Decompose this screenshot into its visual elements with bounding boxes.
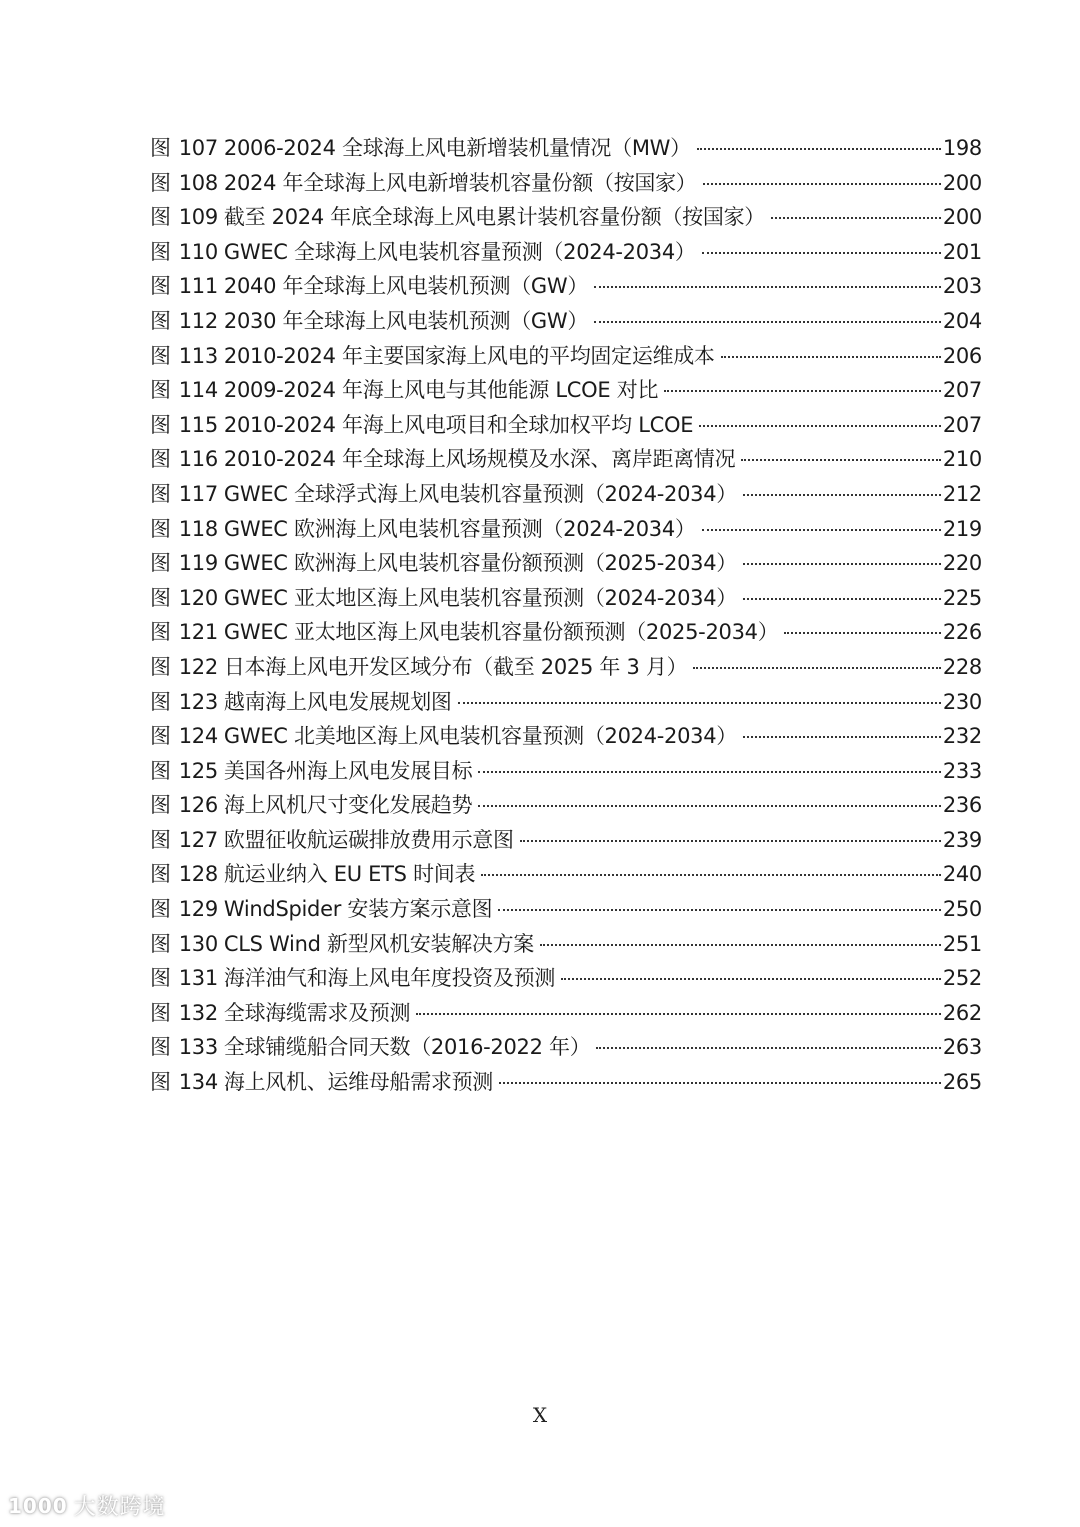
toc-entry-page: 239 xyxy=(942,827,982,852)
toc-entry[interactable] xyxy=(150,754,982,789)
toc-entry-number: 117 xyxy=(178,481,218,506)
toc-dot-leader xyxy=(520,840,941,842)
toc-dot-leader xyxy=(416,1013,941,1015)
watermark-logo-icon: 1000 xyxy=(8,1493,68,1518)
toc-entry-page: 232 xyxy=(942,724,982,749)
toc-dot-leader xyxy=(697,148,941,150)
toc-entry-page: 250 xyxy=(942,897,982,922)
toc-dot-leader xyxy=(743,494,941,496)
page-number: X xyxy=(532,1403,548,1427)
toc-entry-page: 206 xyxy=(942,343,982,368)
toc-entry-page: 225 xyxy=(942,585,982,610)
toc-entry-number: 110 xyxy=(178,239,218,264)
toc-entry-prefix: 图 xyxy=(150,274,171,299)
toc-entry-number: 133 xyxy=(178,1035,218,1060)
toc-entry-number: 134 xyxy=(178,1070,218,1095)
toc-entry[interactable] xyxy=(150,996,982,1031)
toc-entry-number: 115 xyxy=(178,412,218,437)
toc-entry-prefix: 图 xyxy=(150,1035,171,1060)
toc-entry-page: 236 xyxy=(942,793,982,818)
toc-entry[interactable] xyxy=(150,235,982,270)
toc-entry-title: 越南海上风电发展规划图 xyxy=(223,689,452,714)
toc-dot-leader xyxy=(594,321,941,323)
toc-entry[interactable] xyxy=(150,304,982,339)
toc-entry-prefix: 图 xyxy=(150,239,171,264)
toc-entry-prefix: 图 xyxy=(150,689,171,714)
toc-entry[interactable] xyxy=(150,512,982,547)
toc-entry-number: 122 xyxy=(178,654,218,679)
toc-entry-page: 203 xyxy=(942,274,982,299)
toc-entry-prefix: 图 xyxy=(150,378,171,403)
toc-entry-number: 113 xyxy=(178,343,218,368)
toc-entry-title: CLS Wind 新型风机安装解决方案 xyxy=(223,931,535,956)
toc-entry-prefix: 图 xyxy=(150,447,171,472)
toc-entry-number: 128 xyxy=(178,862,218,887)
toc-dot-leader xyxy=(721,356,941,358)
toc-entry-prefix: 图 xyxy=(150,897,171,922)
toc-entry-title: 2024 年全球海上风电新增装机容量份额（按国家） xyxy=(223,170,697,195)
toc-entry-prefix: 图 xyxy=(150,862,171,887)
toc-entry-number: 124 xyxy=(178,724,218,749)
toc-dot-leader xyxy=(771,217,941,219)
toc-entry-page: 204 xyxy=(942,308,982,333)
toc-entry[interactable] xyxy=(150,131,982,166)
toc-entry-page: 207 xyxy=(942,378,982,403)
toc-entry-title: GWEC 亚太地区海上风电装机容量份额预测（2025-2034） xyxy=(223,620,779,645)
toc-entry[interactable] xyxy=(150,1030,982,1065)
toc-dot-leader xyxy=(498,909,940,911)
toc-entry[interactable] xyxy=(150,442,982,477)
toc-entry-prefix: 图 xyxy=(150,793,171,818)
toc-entry-prefix: 图 xyxy=(150,308,171,333)
toc-entry-prefix: 图 xyxy=(150,481,171,506)
toc-dot-leader xyxy=(702,252,941,254)
toc-entry-prefix: 图 xyxy=(150,758,171,783)
toc-entry-number: 108 xyxy=(178,170,218,195)
toc-entry-title: WindSpider 安装方案示意图 xyxy=(223,897,493,922)
toc-entry-page: 207 xyxy=(942,412,982,437)
toc-entry-prefix: 图 xyxy=(150,170,171,195)
toc-entry-title: GWEC 欧洲海上风电装机容量份额预测（2025-2034） xyxy=(223,551,737,576)
toc-dot-leader xyxy=(703,183,941,185)
toc-entry-title: 2009-2024 年海上风电与其他能源 LCOE 对比 xyxy=(223,378,659,403)
toc-dot-leader xyxy=(743,563,941,565)
toc-dot-leader xyxy=(743,598,941,600)
toc-entry[interactable] xyxy=(150,373,982,408)
toc-entry-number: 109 xyxy=(178,205,218,230)
toc-entry-page: 200 xyxy=(942,170,982,195)
toc-entry-number: 127 xyxy=(178,827,218,852)
toc-entry-number: 123 xyxy=(178,689,218,714)
watermark xyxy=(8,1490,166,1521)
toc-entry-number: 121 xyxy=(178,620,218,645)
toc-entry-number: 120 xyxy=(178,585,218,610)
toc-entry[interactable] xyxy=(150,685,982,720)
toc-entry-prefix: 图 xyxy=(150,412,171,437)
toc-entry-title: 日本海上风电开发区域分布（截至 2025 年 3 月） xyxy=(223,654,688,679)
toc-entry-page: 265 xyxy=(942,1070,982,1095)
toc-entry-title: 欧盟征收航运碳排放费用示意图 xyxy=(223,827,514,852)
toc-dot-leader xyxy=(594,286,941,288)
toc-entry-title: GWEC 欧洲海上风电装机容量预测（2024-2034） xyxy=(223,516,696,541)
toc-dot-leader xyxy=(596,1047,940,1049)
toc-entry-prefix: 图 xyxy=(150,827,171,852)
toc-dot-leader xyxy=(540,944,941,946)
toc-entry[interactable] xyxy=(150,788,982,823)
toc-entry[interactable] xyxy=(150,166,982,201)
toc-entry-number: 131 xyxy=(178,966,218,991)
toc-dot-leader xyxy=(478,805,941,807)
toc-entry-prefix: 图 xyxy=(150,1070,171,1095)
toc-entry-prefix: 图 xyxy=(150,1000,171,1025)
toc-entry-number: 118 xyxy=(178,516,218,541)
toc-entry-page: 252 xyxy=(942,966,982,991)
toc-entry-page: 263 xyxy=(942,1035,982,1060)
toc-dot-leader xyxy=(478,771,941,773)
toc-entry[interactable] xyxy=(150,615,982,650)
toc-entry[interactable] xyxy=(150,857,982,892)
toc-entry-title: 航运业纳入 EU ETS 时间表 xyxy=(223,862,476,887)
toc-entry-prefix: 图 xyxy=(150,136,171,160)
toc-entry-prefix: 图 xyxy=(150,516,171,541)
toc-entry-title: 2006-2024 全球海上风电新增装机量情况（MW） xyxy=(223,136,691,160)
toc-entry-title: GWEC 亚太地区海上风电装机容量预测（2024-2034） xyxy=(223,585,737,610)
toc-entry-title: GWEC 全球浮式海上风电装机容量预测（2024-2034） xyxy=(223,481,737,506)
toc-entry-prefix: 图 xyxy=(150,966,171,991)
toc-dot-leader xyxy=(741,459,940,461)
toc-entry-title: GWEC 全球海上风电装机容量预测（2024-2034） xyxy=(223,239,696,264)
toc-entry-title: 2030 年全球海上风电装机预测（GW） xyxy=(223,308,589,333)
toc-entry[interactable] xyxy=(150,546,982,581)
toc-entry-title: 2010-2024 年海上风电项目和全球加权平均 LCOE xyxy=(223,412,694,437)
toc-entry[interactable] xyxy=(150,408,982,443)
toc-entry-page: 220 xyxy=(942,551,982,576)
watermark-text: 大数跨境 xyxy=(73,1495,166,1520)
toc-entry-number: 114 xyxy=(178,378,218,403)
toc-entry-page: 210 xyxy=(942,447,982,472)
toc-entry[interactable] xyxy=(150,719,982,754)
toc-entry-page: 262 xyxy=(942,1000,982,1025)
toc-entry-title: GWEC 北美地区海上风电装机容量预测（2024-2034） xyxy=(223,724,737,749)
toc-entry[interactable] xyxy=(150,650,982,685)
toc-entry[interactable] xyxy=(150,961,982,996)
toc-entry[interactable] xyxy=(150,892,982,927)
toc-entry-title: 2010-2024 年主要国家海上风电的平均固定运维成本 xyxy=(223,343,715,368)
toc-entry-number: 116 xyxy=(178,447,218,472)
toc-entry[interactable] xyxy=(150,1065,982,1100)
toc-entry-number: 119 xyxy=(178,551,218,576)
toc-entry-title: 2040 年全球海上风电装机预测（GW） xyxy=(223,274,589,299)
toc-entry-number: 125 xyxy=(178,758,218,783)
toc-entry-title: 海上风机、运维母船需求预测 xyxy=(223,1070,493,1095)
toc-entry-number: 126 xyxy=(178,793,218,818)
toc-entry-prefix: 图 xyxy=(150,551,171,576)
toc-entry-title: 全球海缆需求及预测 xyxy=(223,1000,411,1025)
toc-entry-title: 海洋油气和海上风电年度投资及预测 xyxy=(223,966,556,991)
toc-entry-page: 240 xyxy=(942,862,982,887)
toc-entry-page: 200 xyxy=(942,205,982,230)
toc-entry-title: 美国各州海上风电发展目标 xyxy=(223,758,473,783)
toc-entry-page: 226 xyxy=(942,620,982,645)
toc-entry[interactable] xyxy=(150,927,982,962)
toc-entry-number: 107 xyxy=(178,136,218,160)
toc-entry[interactable] xyxy=(150,477,982,512)
toc-dot-leader xyxy=(693,667,941,669)
toc-entry-number: 111 xyxy=(178,274,218,299)
toc-entry-page: 198 xyxy=(942,136,982,160)
toc-entry-number: 129 xyxy=(178,897,218,922)
toc-entry-title: 全球铺缆船合同天数（2016-2022 年） xyxy=(223,1035,591,1060)
toc-dot-leader xyxy=(784,632,940,634)
toc-entry-title: 2010-2024 年全球海上风场规模及水深、离岸距离情况 xyxy=(223,447,736,472)
toc-dot-leader xyxy=(702,529,941,531)
toc-entry[interactable] xyxy=(150,269,982,304)
toc-entry[interactable] xyxy=(150,200,982,235)
toc-dot-leader xyxy=(664,390,941,392)
toc-dot-leader xyxy=(499,1082,941,1084)
toc-entry-page: 228 xyxy=(942,654,982,679)
toc-entry-page: 251 xyxy=(942,931,982,956)
toc-dot-leader xyxy=(743,736,941,738)
toc-entry-prefix: 图 xyxy=(150,205,171,230)
toc-entry-prefix: 图 xyxy=(150,931,171,956)
toc-entry-page: 219 xyxy=(942,516,982,541)
toc-entry-title: 海上风机尺寸变化发展趋势 xyxy=(223,793,473,818)
toc-entry-title: 截至 2024 年底全球海上风电累计装机容量份额（按国家） xyxy=(223,205,765,230)
toc-entry[interactable] xyxy=(150,339,982,374)
toc-entry-number: 112 xyxy=(178,308,218,333)
toc-entry[interactable] xyxy=(150,823,982,858)
toc-dot-leader xyxy=(699,425,941,427)
table-of-figures xyxy=(150,131,982,1100)
toc-entry-prefix: 图 xyxy=(150,343,171,368)
toc-entry-page: 230 xyxy=(942,689,982,714)
toc-entry-prefix: 图 xyxy=(150,585,171,610)
toc-dot-leader xyxy=(561,978,941,980)
toc-dot-leader xyxy=(458,702,941,704)
toc-entry[interactable] xyxy=(150,581,982,616)
toc-entry-number: 132 xyxy=(178,1000,218,1025)
toc-dot-leader xyxy=(481,874,941,876)
toc-entry-prefix: 图 xyxy=(150,724,171,749)
toc-entry-page: 233 xyxy=(942,758,982,783)
toc-entry-page: 201 xyxy=(942,239,982,264)
toc-entry-page: 212 xyxy=(942,481,982,506)
toc-entry-number: 130 xyxy=(178,931,218,956)
toc-entry-prefix: 图 xyxy=(150,620,171,645)
toc-entry-prefix: 图 xyxy=(150,654,171,679)
